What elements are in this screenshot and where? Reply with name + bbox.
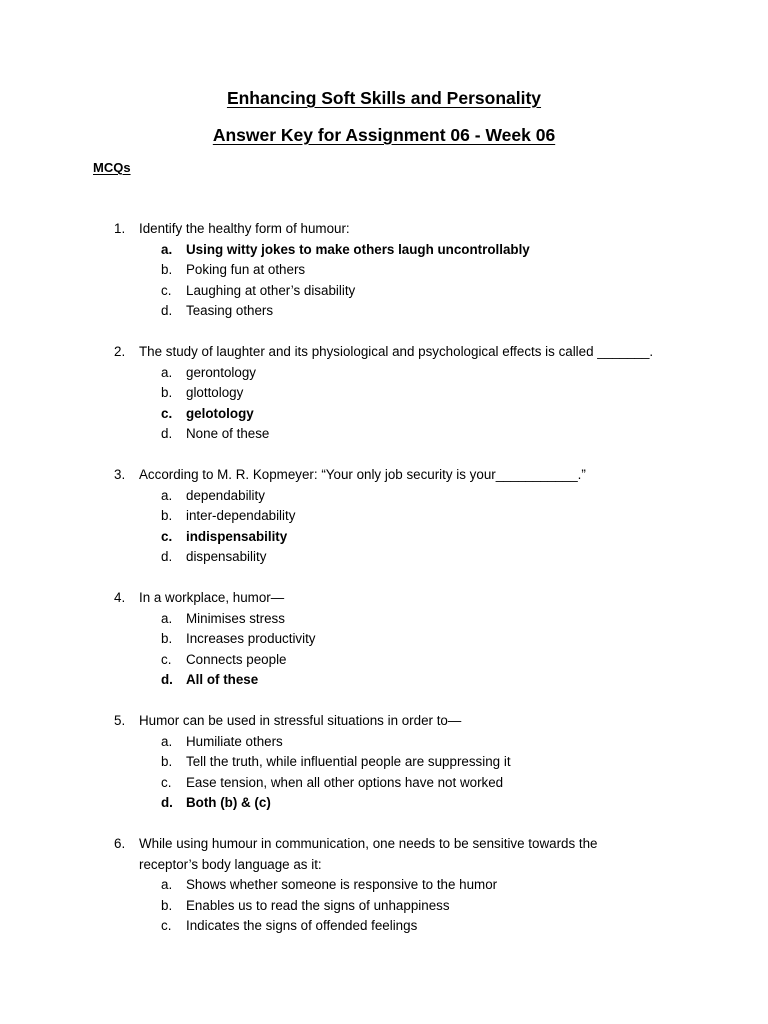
option-letter: d. — [161, 303, 173, 318]
option-letter: a. — [161, 487, 173, 503]
option-text: dependability — [186, 487, 265, 503]
document-title: Enhancing Soft Skills and Personality — [226, 88, 542, 108]
question-text: While using humour in communication, one needs to be sensitive towards the — [139, 836, 598, 851]
option-text: Enables us to read the signs of unhappiness — [186, 897, 450, 913]
option-text: indispensability — [186, 528, 288, 544]
question-number: 1. — [114, 221, 126, 236]
option-letter: c. — [161, 918, 172, 933]
question-number: 3. — [114, 467, 126, 482]
question-text: Identify the healthy form of humour: — [139, 221, 350, 236]
question-number: 2. — [114, 344, 126, 359]
option-letter: a. — [161, 610, 173, 626]
option-letter: b. — [161, 631, 173, 646]
option-letter: c. — [161, 282, 172, 298]
option-text: Increases productivity — [186, 631, 316, 646]
option-text: gelotology — [186, 405, 254, 421]
option-text: Teasing others — [186, 303, 274, 318]
option-text: Both (b) & (c) — [186, 795, 271, 810]
option-letter: c. — [161, 774, 172, 790]
option-letter: b. — [161, 897, 173, 913]
option-text: Indicates the signs of offended feelings — [186, 918, 418, 933]
option-letter: d. — [161, 549, 173, 564]
question-text: Humor can be used in stressful situations in order to— — [139, 713, 462, 728]
option-text: Ease tension, when all other options have not worked — [186, 774, 504, 790]
option-letter: d. — [161, 795, 173, 810]
option-text: dispensability — [186, 549, 267, 564]
option-text: inter-dependability — [186, 508, 296, 523]
option-text: All of these — [186, 672, 259, 687]
question-text: According to M. R. Kopmeyer: “Your only job security is your___________.” — [139, 467, 586, 482]
option-letter: b. — [161, 508, 173, 523]
option-text: None of these — [186, 426, 270, 441]
option-letter: c. — [161, 405, 173, 421]
option-text: glottology — [186, 385, 244, 400]
option-text: Connects people — [186, 651, 287, 667]
question-number: 4. — [114, 590, 126, 605]
question-text: The study of laughter and its physiological and psychological effects is called _______. — [139, 344, 654, 359]
option-letter: b. — [161, 754, 173, 769]
option-letter: a. — [161, 364, 173, 380]
option-letter: c. — [161, 651, 172, 667]
option-letter: d. — [161, 672, 173, 687]
option-text: Tell the truth, while influential people are suppressing it — [186, 754, 511, 769]
option-letter: a. — [161, 241, 173, 257]
option-letter: c. — [161, 528, 173, 544]
option-text: Humiliate others — [186, 733, 283, 749]
question-number: 5. — [114, 713, 126, 728]
option-text: Poking fun at others — [186, 262, 306, 277]
option-text: gerontology — [186, 364, 256, 380]
option-text: Using witty jokes to make others laugh uncontrollably — [186, 241, 530, 257]
option-letter: a. — [161, 733, 173, 749]
option-text: Shows whether someone is responsive to the humor — [186, 877, 498, 892]
section-label: MCQs — [93, 160, 131, 175]
question-number: 6. — [114, 836, 126, 851]
option-letter: b. — [161, 262, 173, 277]
question-text: In a workplace, humor— — [139, 590, 285, 605]
option-letter: a. — [161, 877, 173, 892]
option-letter: b. — [161, 385, 173, 400]
option-text: Laughing at other’s disability — [186, 282, 356, 298]
option-letter: d. — [161, 426, 173, 441]
document-subtitle: Answer Key for Assignment 06 - Week 06 — [212, 125, 556, 145]
question-text: receptor’s body language as it: — [139, 856, 322, 872]
option-text: Minimises stress — [186, 610, 285, 626]
